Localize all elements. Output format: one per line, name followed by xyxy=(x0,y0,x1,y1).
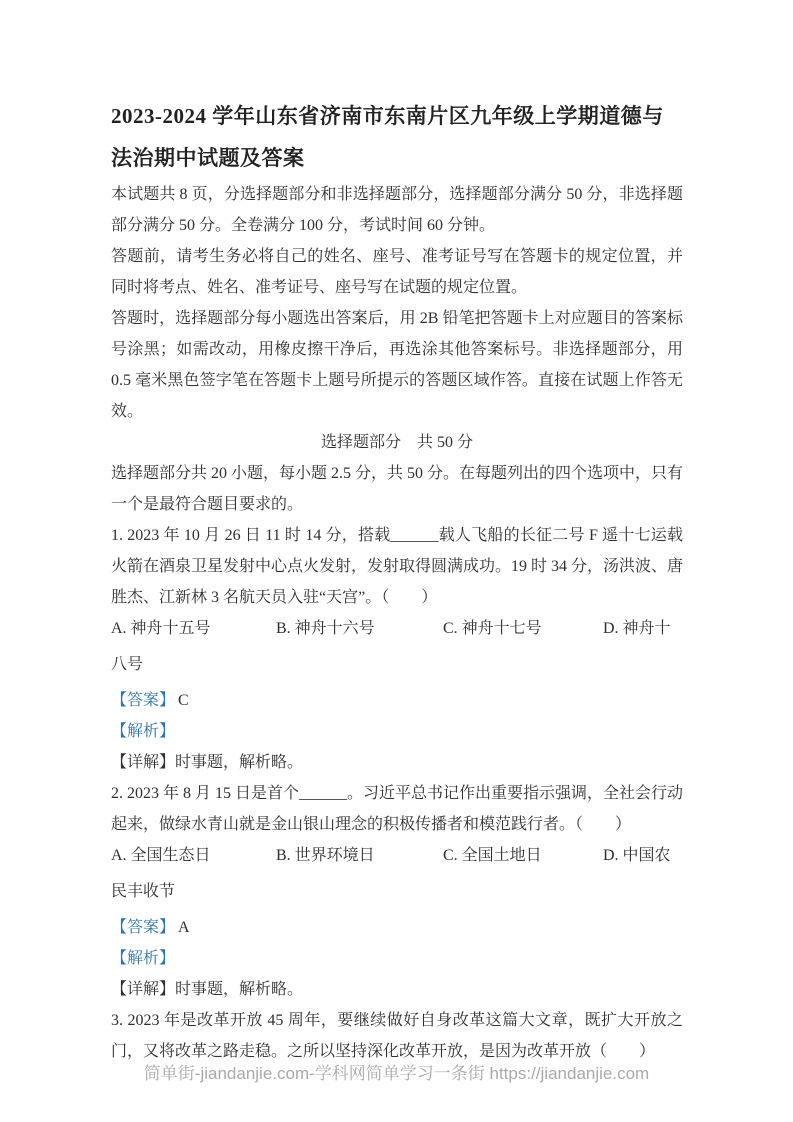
question-2-option-a: A. 全国生态日 xyxy=(111,847,211,864)
document-content xyxy=(111,95,683,1067)
question-1-analysis-line xyxy=(111,716,683,747)
question-1-option-d: D. 神舟十八号 xyxy=(111,620,671,673)
question-2-options-row xyxy=(111,840,683,912)
page-title: 2023-2024 学年山东省济南市东南片区九年级上学期道德与法治期中试题及答案 xyxy=(111,104,664,170)
question-1-options-row xyxy=(111,613,683,685)
question-1-answer-line xyxy=(111,685,683,716)
question-1-option-b: B. 神舟十六号 xyxy=(276,620,375,637)
question-2-stem: 2. 2023 年 8 月 15 日是首个______。习近平总书记作出重要指示强调，全社会行动起来，做绿水青山就是金山银山理念的积极传播者和模范践行者。（ ） xyxy=(111,785,684,833)
answer-label: 【答案】 xyxy=(111,692,176,709)
question-2-detail-line: 【详解】时事题，解析略。 xyxy=(111,981,304,998)
exam-info-paragraph-3: 答题时，选择题部分每小题选出答案后，用 2B 铅笔把答题卡上对应题目的答案标号涂黑；如需改动，用橡皮擦干净后，再选涂其他答案标号。非选择题部分，用 0.5 毫米黑色签字笔在答题卡上题号所提示的答题区域作答。直接在试题上作答无效。 xyxy=(111,310,683,420)
footer-watermark: 简单街-jiandanjie.com-学科网简单学习一条街 https://jiandanjie.com xyxy=(143,1064,650,1083)
question-2-option-c: C. 全国土地日 xyxy=(443,847,542,864)
question-2-option-b: B. 世界环境日 xyxy=(276,847,375,864)
question-2-option-d: D. 中国农民丰收节 xyxy=(111,847,671,900)
section-heading: 选择题部分 共 50 分 xyxy=(320,434,473,451)
question-1-detail-line: 【详解】时事题，解析略。 xyxy=(111,754,304,771)
answer-value: C xyxy=(178,692,189,709)
analysis-label: 【解析】 xyxy=(111,950,176,967)
answer-label: 【答案】 xyxy=(111,919,176,936)
section-note: 选择题部分共 20 小题，每小题 2.5 分，共 50 分。在每题列出的四个选项中，只有一个是最符合题目要求的。 xyxy=(111,465,684,513)
question-2-answer-line xyxy=(111,912,683,943)
question-1-option-a: A. 神舟十五号 xyxy=(111,620,211,637)
answer-value: A xyxy=(178,919,190,936)
exam-info-paragraph-1: 本试题共 8 页，分选择题部分和非选择题部分，选择题部分满分 50 分，非选择题部分满分 50 分。全卷满分 100 分，考试时间 60 分钟。 xyxy=(111,186,683,234)
question-1-stem: 1. 2023 年 10 月 26 日 11 时 14 分，搭载______载人飞船的长征二号 F 遥十七运载火箭在酒泉卫星发射中心点火发射，发射取得圆满成功。19 时 34 分，汤洪波、唐胜杰、江新林 3 名航天员入驻“天宫”。（ ） xyxy=(111,527,684,606)
question-2-analysis-line xyxy=(111,943,683,974)
question-1-option-c: C. 神舟十七号 xyxy=(443,620,542,637)
analysis-label: 【解析】 xyxy=(111,723,176,740)
question-3-stem: 3. 2023 年是改革开放 45 周年，要继续做好自身改革这篇大文章，既扩大开放之门，又将改革之路走稳。之所以坚持深化改革开放，是因为改革开放（ ） xyxy=(111,1012,683,1060)
exam-info-paragraph-2: 答题前，请考生务必将自己的姓名、座号、准考证号写在答题卡的规定位置，并同时将考点、姓名、准考证号、座号写在试题的规定位置。 xyxy=(111,248,683,296)
